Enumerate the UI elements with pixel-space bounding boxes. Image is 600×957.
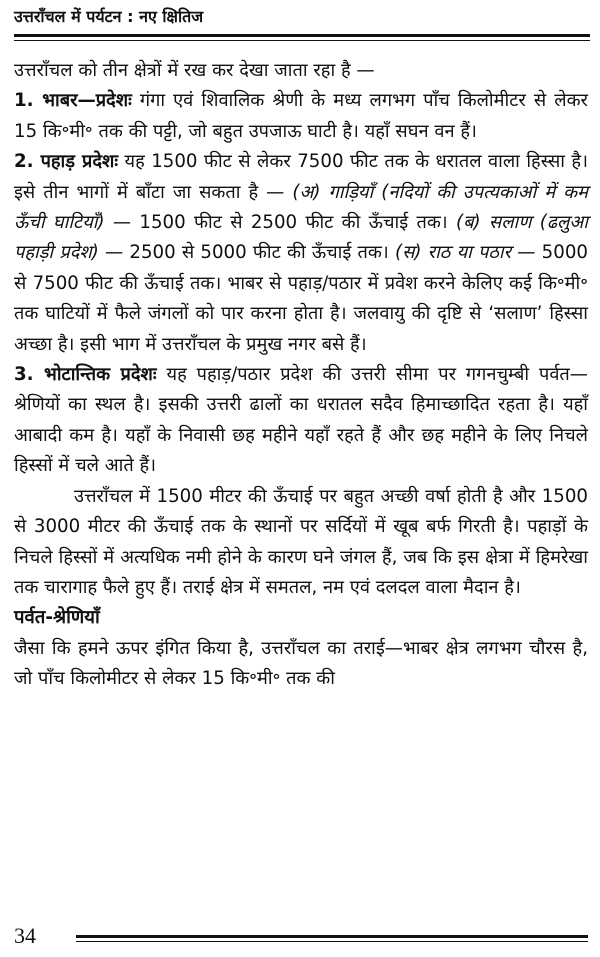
region-bhotantik-text: यह पहाड़/पठार प्रदेश की उत्तरी सीमा पर गगनचुम्बी पर्वत—श्रेणियों का स्थल है। इसकी उत्तरी ढालों का धरातल सदैव हिमाच्छादित रहता है। यहाँ आबादी कम है। यहाँ के निवासी छह महीने यहाँ रहते हैं और छह महीने के लिए निचले हिस्सों में चले आते हैं।	[14, 364, 588, 477]
header-rule-thin	[14, 40, 590, 41]
intro-paragraph: उत्तराँचल को तीन क्षेत्रों में रख कर देखा जाता रहा है —	[14, 60, 375, 81]
footer-rule-thin	[76, 941, 588, 942]
region-pahad-text-3: — 2500 से 5000 फीट की ऊँचाई तक।	[105, 242, 389, 264]
region-bhotantik-paragraph	[14, 360, 588, 482]
region-bhabar-paragraph	[14, 86, 588, 147]
page-body	[14, 56, 588, 695]
header-rule	[14, 34, 590, 37]
region-pahad-paragraph	[14, 147, 588, 360]
section-paragraph: जैसा कि हमने ऊपर इंगित किया है, उत्तराँचल का तराई—भाबर क्षेत्र लगभग चौरस है, जो पाँच किलोमीटर से लेकर 15 कि॰मी॰ तक की	[14, 637, 588, 690]
sub-region-gadiyan: (अ) गाड़ियाँ (नदियों की उपत्यकाओं में कम ऊँची घाटियाँ)	[14, 181, 588, 234]
region-bhabar-heading: 1. भाबर—प्रदेशः	[14, 90, 132, 112]
region-bhotantik-heading: 3. भोटान्तिक प्रदेशः	[14, 364, 157, 386]
region-pahad-text-4: — 5000 से 7500 फीट की ऊँचाई तक। भाबर से पहाड़/पठार में प्रवेश करने केलिए कई कि॰मी॰ तक घाटियों में फैले जंगलों को पार करना होता है। जलवायु की दृष्टि से ‘सलाण’ हिस्सा अच्छा है। इसी भाग में उत्तराँचल के प्रमुख नगर बसे हैं।	[14, 242, 588, 355]
footer-rule	[76, 935, 588, 938]
climate-paragraph: उत्तराँचल में 1500 मीटर की ऊँचाई पर बहुत अच्छी वर्षा होती है और 1500 से 3000 मीटर की ऊँचाई तक के स्थानों पर सर्दियों में खूब बर्फ गिरती है। पहाड़ों के निचले हिस्सों में अत्यधिक नमी होने के कारण घने जंगल हैं, जब कि इस क्षेत्रा में हिमरेखा तक चारागाह फैले हुए हैं। तराई क्षेत्र में समतल, नम एवं दलदल वाला मैदान है।	[14, 485, 588, 598]
page-number: 34	[14, 923, 36, 948]
region-bhabar-text: गंगा एवं शिवालिक श्रेणी के मध्य लगभग पाँच किलोमीटर से लेकर 15 कि॰मी॰ तक की पट्टी, जो बहुत उपजाऊ घाटी है। यहाँ सघन वन हैं।	[14, 90, 588, 142]
sub-region-salan: (ब) सलाण (ढलुआ पहाड़ी प्रदेश)	[14, 212, 588, 264]
section-heading: पर्वत-श्रेणियाँ	[14, 607, 100, 629]
running-header: उत्तराँचल में पर्यटन : नए क्षितिज	[14, 7, 204, 26]
region-pahad-heading: 2. पहाड़ प्रदेशः	[14, 151, 119, 173]
sub-region-rath: (स) राठ या पठार	[394, 242, 512, 264]
region-pahad-text-1: यह 1500 फीट से लेकर 7500 फीट तक के धरातल वाला हिस्सा है। इसे तीन भागों में बाँटा जा सकता है —	[14, 151, 588, 203]
region-pahad-text-2: — 1500 फीट से 2500 फीट की ऊँचाई तक।	[112, 212, 448, 234]
